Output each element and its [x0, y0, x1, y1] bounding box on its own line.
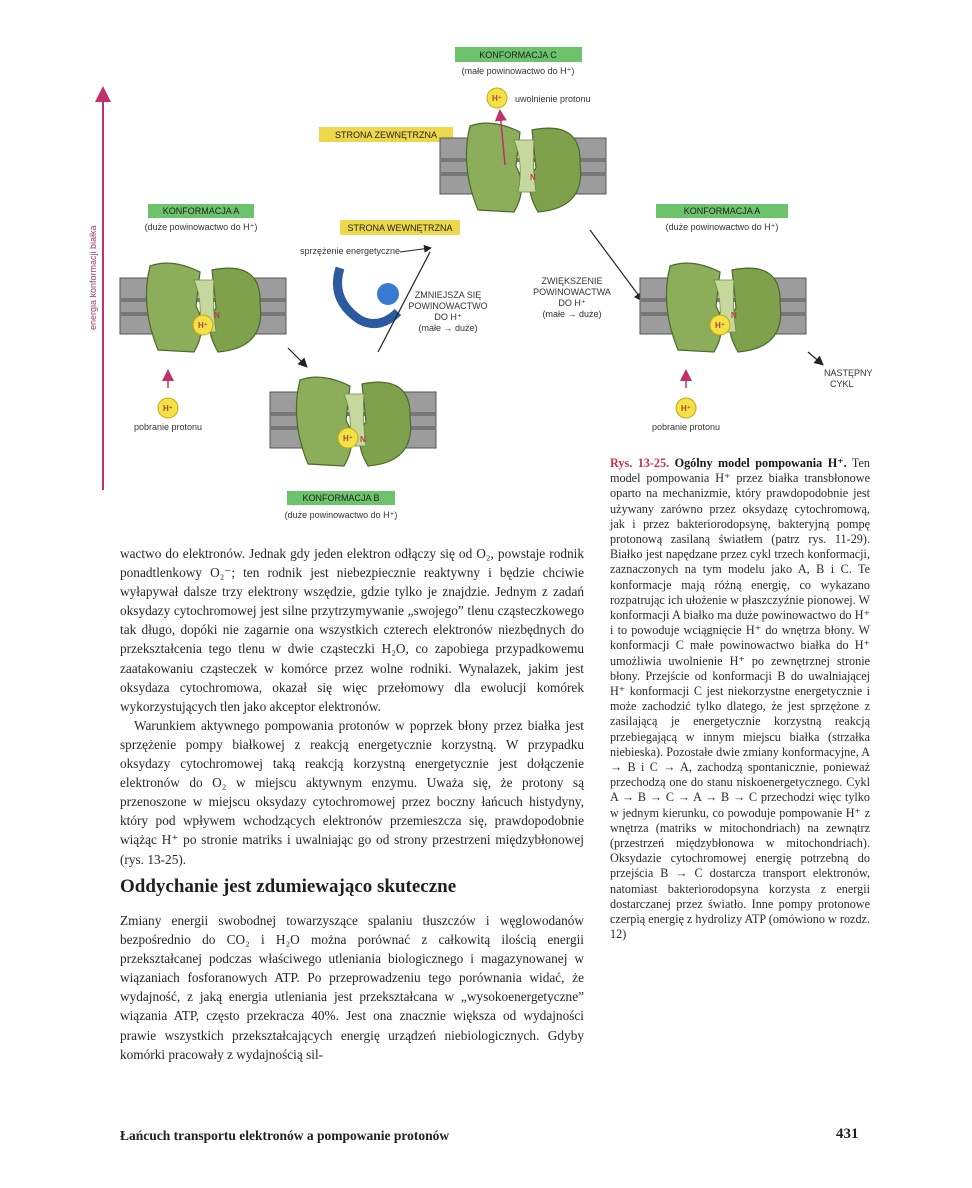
svg-text:POWINOWACTWA: POWINOWACTWA	[533, 287, 611, 297]
conformation-b	[270, 377, 436, 520]
svg-text:(małe → duże): (małe → duże)	[542, 309, 602, 319]
proton-a-left: H⁺	[198, 321, 208, 330]
protein-conf-c	[440, 123, 606, 212]
svg-text:CYKL: CYKL	[830, 379, 854, 389]
figure-number: Rys. 13-25.	[610, 456, 670, 470]
svg-text:DO H⁺: DO H⁺	[558, 298, 586, 308]
paragraph-2: Warunkiem aktywnego pompowania protonów w poprzek błony przez białka jest sprzężenie pompy białkowej z reakcją energetycznie korzystną. W przypadku oksydazy cytochromowej taką reakcją korzystną energetycznie jest dołączenie elektronów do O₂ w miejscu aktywnym enzymu. Uważa się, że protony są przenoszone w miejscu oksydazy cytochromowej przez boczny łańcuch histydyny, który pod wpływem wchodzących elektronów przemieszcza się, prawdopodobnie wiążąc H⁺ po stronie matriks i uwalniając go od strony przestrzeni międzybłonowej (rys. 13-25).	[120, 717, 584, 867]
uptake-left-label: pobranie protonu	[133, 422, 203, 432]
svg-text:POWINOWACTWO: POWINOWACTWO	[408, 301, 488, 311]
conf-a-right-subtitle: (duże powinowactwo do H⁺)	[665, 222, 779, 232]
inner-side-label: STRONA WEWNĘTRZNA	[347, 223, 453, 233]
histidine-c: N	[530, 173, 536, 182]
body-text-bottom	[120, 911, 584, 1064]
paragraph-3: Zmiany energii swobodnej towarzyszące spalaniu tłuszczów i węglowodanów bezpośrednio do CO₂ i H₂O można porównać z całkowitą ilością energii przekształcanej podczas właściwego utleniania biologicznego i magazynowanej w wiązaniach fosforanowych ATP. Po przeprowadzeniu tego porównania widać, że wydajność, z jaką energia utleniania jest przekształcana w „wysokoenergetyczne” wiązania ATP, często przekracza 40%. Jest ona znacznie większa od wydajności prawie wszystkich przekształcających energię urządzeń niebiologicznych. Gdyby komórki pracowały z wydajnością sil-	[120, 913, 584, 1062]
conf-a-right-title: KONFORMACJA A	[683, 206, 761, 216]
histidine-a-left: N	[214, 311, 220, 320]
section-heading: Oddychanie jest zdumiewająco skuteczne	[120, 876, 457, 897]
conf-a-left-title: KONFORMACJA A	[162, 206, 240, 216]
conformation-a-left	[120, 204, 286, 432]
running-title: Łańcuch transportu elektronów a pompowanie protonów	[120, 1128, 450, 1143]
conf-c-subtitle: (małe powinowactwo do H⁺)	[461, 66, 575, 76]
proton-b: H⁺	[343, 434, 353, 443]
conformation-c	[319, 47, 606, 235]
histidine-b: N	[360, 435, 366, 444]
energy-axis-label: energia konformacji białka	[88, 225, 98, 330]
protein-conf-a-right	[640, 263, 806, 352]
protein-conf-a-left	[120, 263, 286, 352]
figure-caption	[610, 456, 870, 943]
page-number: 431	[836, 1126, 859, 1142]
conformation-a-right	[640, 204, 873, 432]
svg-text:ZWIĘKSZENIE: ZWIĘKSZENIE	[541, 276, 603, 286]
conf-a-left-subtitle: (duże powinowactwo do H⁺)	[144, 222, 258, 232]
svg-text:DO H⁺: DO H⁺	[434, 312, 462, 322]
decrease-affinity-label	[408, 290, 487, 333]
release-label: uwolnienie protonu	[515, 94, 591, 104]
coupling-label: sprzężenie energetyczne	[300, 246, 401, 256]
uptake-right-label: pobranie protonu	[651, 422, 721, 432]
caption-title: Ogólny model pompowania H⁺.	[674, 456, 847, 470]
proton-uptake-right: H⁺	[681, 404, 691, 413]
conf-c-title: KONFORMACJA C	[479, 50, 557, 60]
next-cycle-label: NASTĘPNY	[824, 368, 873, 378]
outer-side-label: STRONA ZEWNĘTRZNA	[334, 130, 438, 140]
proton-c: H⁺	[492, 94, 502, 103]
svg-text:(małe → duże): (małe → duże)	[418, 323, 478, 333]
histidine-a-right: N	[731, 311, 737, 320]
conf-b-title: KONFORMACJA B	[302, 493, 380, 503]
proton-a-right: H⁺	[715, 321, 725, 330]
conf-b-subtitle: (duże powinowactwo do H⁺)	[284, 510, 398, 520]
proton-uptake-left: H⁺	[163, 404, 173, 413]
caption-text: Ten model pompowania H⁺ przez białka transbłonowe oparto na mechanizmie, który prawdopodobnie jest używany zarówno przez oksydazę cytochromową, jak i przez bakteriorodopsynę, bakteryjną pompę protonową zasilaną światłem (patrz rys. 11-29). Białko jest napędzane przez cykl trzech konformacji, zaznaczonych na tym modelu jako A, B i C. Te konformacje mają różną energię, co wykazano rozpatrując ich ułożenie w płaszczyźnie pionowej. W konformacji A białko ma duże powinowactwo do H⁺ i to powoduje wciągnięcie H⁺ do wnętrza błony. W konformacji C małe powinowactwo białka do H⁺ umożliwia uwolnienie H⁺ po zewnętrznej stronie błony. Przejście od konformacji B do uwalniającej H⁺ konformacji C jest niekorzystne energetycznie i może zachodzić tylko dlatego, że jest sprzężone z zasilającą je energetycznie korzystną reakcją przebiegającą w innym miejscu białka (strzałka niebieska). Pozostałe dwie zmiany konformacyjne, A → B i C → A, zachodzą spontanicznie, ponieważ przechodzą one do stanu niskoenergetycznego. Cykl A → B → C → A → B → C przechodzi więc tylko w jednym kierunku, co powoduje pompowanie H⁺ z wnętrza (matriks w mitochondriach) na zewnątrz (przestrzeń międzybłonowa w mitochondriach). Oksydazie cytochromowej energię potrzebną do przejścia B → C dostarcza transport elektronów, natomiast bakteriorodopsyna korzysta z energii dostarczanej przez światło. Inne pompy protonowe czerpią energię z hydrolizy ATP (omówiono w rozdz. 12)	[610, 456, 871, 942]
paragraph-1: wactwo do elektronów. Jednak gdy jeden elektron odłączy się od O₂, powstaje rodnik ponadtlenkowy O₂⁻; ten rodnik jest niebezpiecznie reaktywny i będzie chciwie wyłapywał dalsze trzy elektrony wszędzie, gdzie tylko je znajdzie. Jednym z zadań oksydazy cytochromowej jest silne przytrzymywanie „swojego” tlenu cząsteczkowego tak długo, dopóki nie zagarnie ona wszystkich czterech elektronów niezbędnych do przekształcenia tego tlenu w dwie cząsteczki H₂O, co zapobiega przypadkowemu zaatakowaniu cząsteczek w komórce przez wolne rodniki. Wynalazek, jakim jest oksydaza cytochromowa, okazał się więc przełomowy dla ewolucji komórek wykorzystujących tlen jako akceptor elektronów.	[120, 546, 584, 714]
increase-affinity-label	[533, 276, 611, 319]
svg-text:ZMNIEJSZA SIĘ: ZMNIEJSZA SIĘ	[414, 290, 482, 300]
body-text-top	[120, 544, 584, 869]
protein-conf-b	[270, 377, 436, 466]
